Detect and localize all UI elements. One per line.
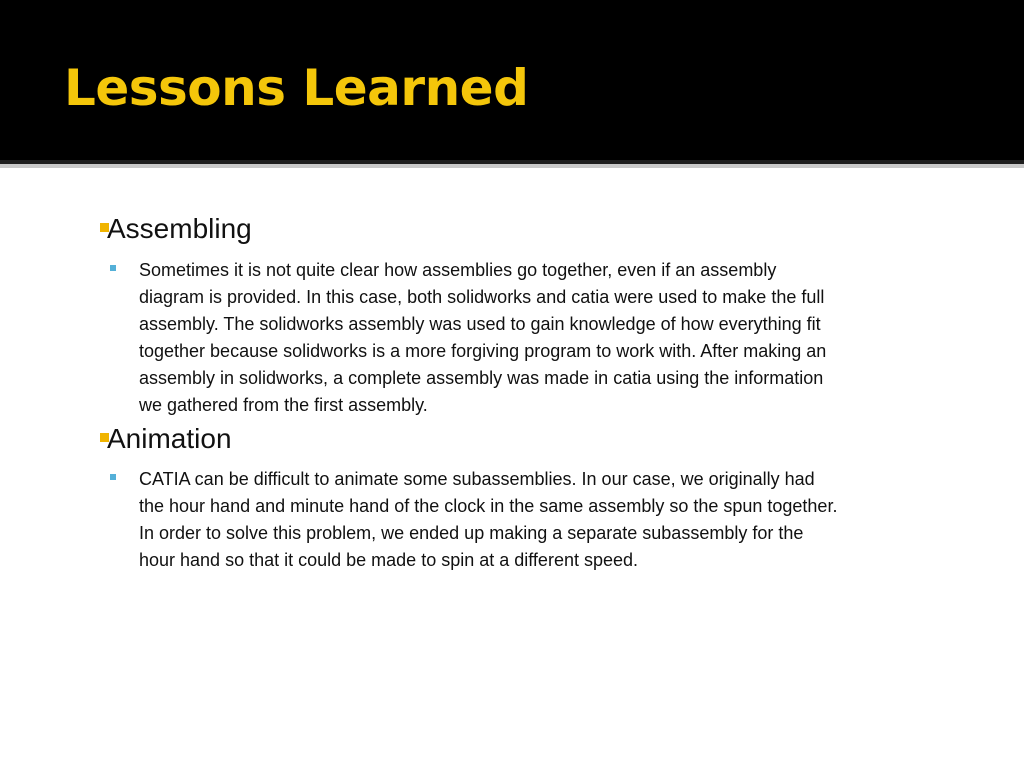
assembling-line-3: assembly. The solidworks assembly was used to gain knowledge of how everything fit (139, 314, 821, 334)
assembling-line-6: we gathered from the first assembly. (139, 395, 428, 415)
animation-line-3: In order to solve this problem, we ended up making a separate subassembly for the (139, 523, 804, 543)
assembling-line-1: Sometimes it is not quite clear how assemblies go together, even if an assembly (139, 260, 777, 280)
animation-line-1: CATIA can be difficult to animate some subassemblies. In our case, we originally had (139, 469, 815, 489)
assembling-line-5: assembly in solidworks, a complete assembly was made in catia using the information (139, 368, 824, 388)
animation-body (139, 466, 969, 574)
bullet-assembling (100, 212, 980, 246)
bullet-heading-assembling: Assembling (107, 213, 252, 244)
animation-line-2: the hour hand and minute hand of the clock in the same assembly so the spun together. (139, 496, 838, 516)
square-sub-bullet-icon (110, 265, 116, 271)
assembling-line-2: diagram is provided. In this case, both solidworks and catia were used to make the full (139, 287, 825, 307)
square-sub-bullet-icon (110, 474, 116, 480)
bullet-animation (100, 422, 980, 456)
assembling-line-4: together because solidworks is a more forgiving program to work with. After making an (139, 341, 827, 361)
animation-line-4: hour hand so that it could be made to spin at a different speed. (139, 550, 639, 570)
bullet-heading-animation: Animation (107, 423, 232, 454)
assembling-body (139, 257, 969, 419)
slide-title: Lessons Learned (64, 59, 529, 117)
